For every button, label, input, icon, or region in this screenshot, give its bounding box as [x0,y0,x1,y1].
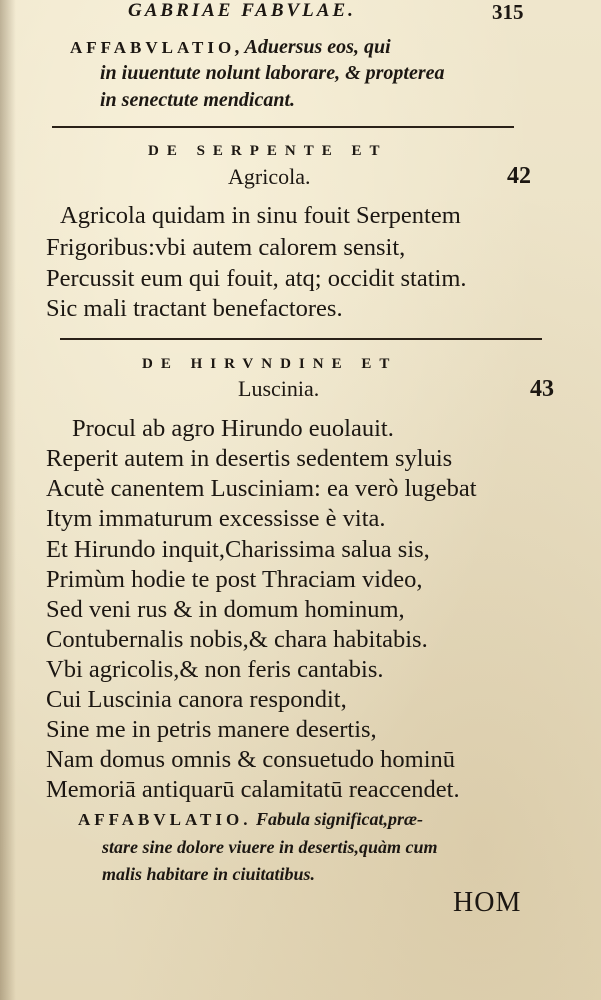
fable-43-line: Sine me in petris manere desertis, [46,716,377,743]
fable-43-line: Contubernalis nobis,& chara habitabis. [46,626,428,653]
fable-42-line: Percussit eum qui fouit, atq; occidit statim. [46,265,467,292]
fable-43-line: Procul ab agro Hirundo euolauit. [72,415,394,442]
fable-42-heading: DE SERPENTE ET [148,143,388,159]
fable-43-moral-line-2: stare sine dolore viuere in desertis,quàm cum [102,837,438,857]
fable-43-line: Memoriā antiquarū calamitatū reaccendet. [46,776,460,803]
fable-43-line: Primùm hodie te post Thraciam video, [46,566,423,593]
fable-43-line: Nam domus omnis & consuetudo hominū [46,746,455,773]
fable-42-line: Agricola quidam in sinu fouit Serpentem [60,202,461,229]
fable-43-line: Sed veni rus & in domum hominum, [46,596,405,623]
moral-text: Fabula significat,præ- [255,809,423,829]
running-title: GABRIAE FABVLAE. [128,0,356,21]
section-divider [60,338,542,340]
moral-line-3: in senectute mendicant. [100,89,295,111]
fable-43-line: Cui Luscinia canora respondit, [46,686,347,713]
page-number: 315 [492,0,524,24]
fable-43-line: Acutè canentem Lusciniam: ea verò lugebat [46,475,477,502]
fable-43-subheading: Luscinia. [238,376,320,401]
moral-text: , Aduersus eos, qui [235,36,391,58]
page-gutter-shadow [0,0,16,1000]
fable-43-line: Et Hirundo inquit,Charissima salua sis, [46,536,430,563]
moral-label: AFFABVLATIO [70,38,236,57]
fable-43-moral-line-3: malis habitare in ciuitatibus. [102,864,316,884]
fable-43-line: Vbi agricolis,& non feris cantabis. [46,656,384,683]
fable-43-moral-line-1 [78,809,423,830]
moral-line-1 [70,36,391,59]
fable-42-line: Sic mali tractant benefactores. [46,295,343,322]
fable-43-line: Itym immaturum excessisse è vita. [46,505,386,532]
fable-43-line: Reperit autem in desertis sedentem syluis [46,445,453,472]
moral-line-2: in iuuentute nolunt laborare, & propterea [100,62,445,84]
fable-42-number: 42 [507,163,531,189]
section-divider [52,126,514,128]
fable-43-number: 43 [530,376,554,402]
fable-42-line: Frigoribus:vbi autem calorem sensit, [46,234,406,261]
moral-label: AFFABVLATIO. [78,810,252,829]
catchword: HOM [453,887,522,918]
fable-42-subheading: Agricola. [228,164,311,189]
fable-43-heading: DE HIRVNDINE ET [142,356,398,372]
